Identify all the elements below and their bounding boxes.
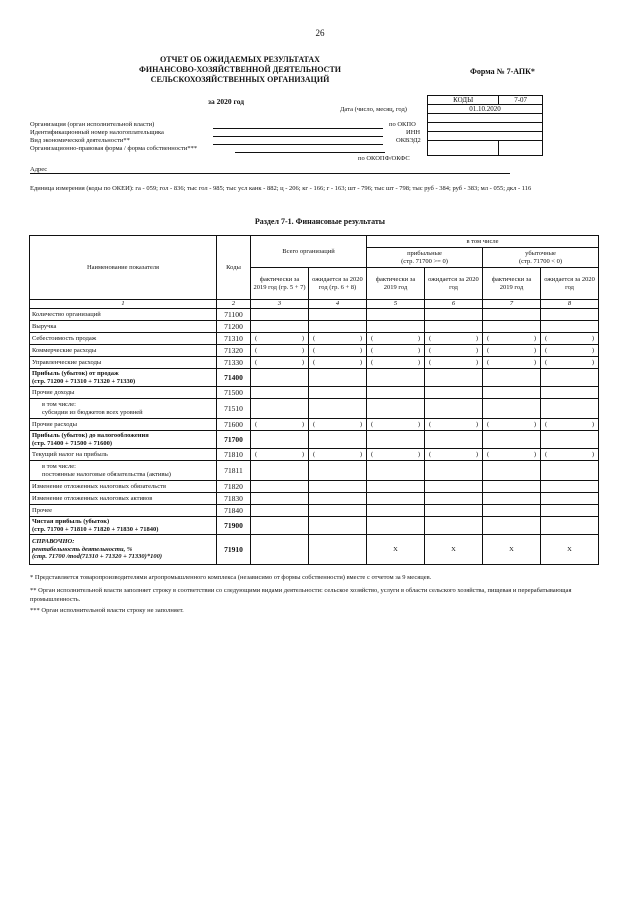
row-name-line: субсидии из бюджетов всех уровней <box>42 408 143 416</box>
value-cell[interactable] <box>425 493 483 505</box>
address-line <box>30 173 510 174</box>
table-row <box>30 481 599 493</box>
col-number: 1 <box>30 300 217 309</box>
okopf-label: Организационно-правовая форма / форма собственности*** <box>30 145 198 152</box>
value-cell[interactable]: ( ) <box>541 449 599 461</box>
value-cell[interactable] <box>483 321 541 333</box>
value-cell[interactable] <box>425 387 483 399</box>
inn-cell <box>428 123 543 132</box>
form-code: 7-07 <box>499 96 543 105</box>
value-cell[interactable] <box>251 535 309 565</box>
value-cell[interactable] <box>483 399 541 419</box>
row-name-line: Прочие доходы <box>32 388 75 396</box>
table-row <box>30 461 599 481</box>
value-cell[interactable]: ( ) <box>309 345 367 357</box>
row-name-line: (стр. 71200 + 71310 + 71320 + 71330) <box>32 377 136 385</box>
value-cell[interactable] <box>367 517 425 535</box>
okpo-cell <box>428 114 543 123</box>
value-cell[interactable]: ( ) <box>367 419 425 431</box>
page-number: 26 <box>315 28 325 38</box>
okpo-label: по ОКПО <box>389 121 416 128</box>
col-code-header: Коды <box>217 236 251 300</box>
table-row <box>30 369 599 387</box>
row-code: 71830 <box>217 493 251 505</box>
sub-prof-fact: фактически за 2019 год <box>367 268 425 300</box>
value-cell[interactable] <box>541 481 599 493</box>
row-code: 71330 <box>217 357 251 369</box>
codes-table <box>427 95 543 156</box>
row-name-line: постоянные налоговые обязательства (активы) <box>42 470 171 478</box>
value-cell[interactable] <box>251 387 309 399</box>
row-name-line: (стр. 71400 + 71500 + 71600) <box>32 439 113 447</box>
form-label: Форма № 7-АПК* <box>470 67 535 76</box>
okved-code-label: ОКВЭД2 <box>396 137 421 144</box>
sub-unprof-fact: фактически за 2019 год <box>483 268 541 300</box>
footnote-1: * Представляется товаропроизводителями агропромышленного комплекса (независимо от формы собственности) вместе с отчетом за 9 месяцев. <box>30 574 432 581</box>
value-cell[interactable] <box>425 321 483 333</box>
row-code: 71500 <box>217 387 251 399</box>
value-cell[interactable] <box>483 493 541 505</box>
value-cell[interactable] <box>425 505 483 517</box>
row-code: 71811 <box>217 461 251 481</box>
value-cell[interactable] <box>309 505 367 517</box>
value-cell[interactable] <box>367 321 425 333</box>
col-number: 2 <box>217 300 251 309</box>
financial-results-table <box>29 235 599 565</box>
table-row <box>30 535 599 565</box>
value-cell[interactable] <box>309 517 367 535</box>
value-cell[interactable]: ( ) <box>541 345 599 357</box>
row-name-line: (стр. 71700 /mod(71310 + 71320 + 71330)*100) <box>32 553 162 561</box>
value-cell[interactable]: ( ) <box>541 333 599 345</box>
value-cell[interactable] <box>367 493 425 505</box>
row-name <box>30 461 217 481</box>
sub-all-exp: ожидается за 2020 год (гр. 6 + 8) <box>309 268 367 300</box>
table-row <box>30 399 599 419</box>
value-cell[interactable]: ( ) <box>483 449 541 461</box>
row-name-line: СПРАВОЧНО: <box>32 538 75 546</box>
value-cell[interactable] <box>309 431 367 449</box>
value-cell[interactable] <box>425 461 483 481</box>
value-cell[interactable] <box>309 535 367 565</box>
row-code: 71100 <box>217 309 251 321</box>
value-cell[interactable] <box>367 505 425 517</box>
units-text: Единица измерения (коды по ОКЕИ): га - 059; гол - 836; тыс гол - 985; тыс усл канк - 882; ц - 206; кг - 166; г - 163; шт - 796; тыс шт - 798; тыс руб - 384; руб - 383; мл - 055; дкл - 116 <box>30 185 532 192</box>
row-code: 71810 <box>217 449 251 461</box>
table-row <box>30 449 599 461</box>
value-cell[interactable]: X <box>367 535 425 565</box>
value-cell[interactable] <box>367 369 425 387</box>
value-cell[interactable] <box>251 399 309 419</box>
value-cell[interactable]: ( ) <box>483 419 541 431</box>
value-cell[interactable] <box>483 505 541 517</box>
inn-code-label: ИНН <box>406 129 421 136</box>
inn-line <box>213 136 383 137</box>
date-label: Дата (число, месяц, год) <box>340 106 407 113</box>
value-cell[interactable]: ( ) <box>309 419 367 431</box>
table-row <box>30 419 599 431</box>
col-number: 3 <box>251 300 309 309</box>
value-cell[interactable]: X <box>483 535 541 565</box>
row-name-line: Управленческие расходы <box>32 358 102 366</box>
row-code: 71910 <box>217 535 251 565</box>
col-number: 4 <box>309 300 367 309</box>
row-name-line: Прибыль (убыток) от продаж <box>32 370 119 377</box>
value-cell[interactable] <box>483 461 541 481</box>
row-name-line: Чистая прибыль (убыток) <box>32 518 110 525</box>
value-cell[interactable] <box>251 321 309 333</box>
table-row <box>30 309 599 321</box>
value-cell[interactable]: ( ) <box>425 345 483 357</box>
col-number: 7 <box>483 300 541 309</box>
row-code: 71200 <box>217 321 251 333</box>
value-cell[interactable] <box>251 369 309 387</box>
all-orgs-header: Всего организаций <box>251 236 367 268</box>
row-name <box>30 321 217 333</box>
table-row <box>30 493 599 505</box>
value-cell[interactable] <box>367 431 425 449</box>
value-cell[interactable] <box>541 517 599 535</box>
title-line: ФИНАНСОВО-ХОЗЯЙСТВЕННОЙ ДЕЯТЕЛЬНОСТИ <box>138 65 342 74</box>
including-header: в том числе <box>367 236 599 248</box>
row-code: 71320 <box>217 345 251 357</box>
value-cell[interactable] <box>309 387 367 399</box>
value-cell[interactable]: ( ) <box>309 357 367 369</box>
value-cell[interactable] <box>483 517 541 535</box>
sub-unprof-exp: ожидается за 2020 год <box>541 268 599 300</box>
value-cell[interactable]: ( ) <box>251 345 309 357</box>
value-cell[interactable]: ( ) <box>251 449 309 461</box>
row-name <box>30 369 217 387</box>
value-cell[interactable] <box>541 431 599 449</box>
footnote-3: *** Орган исполнительной власти строку не заполняет. <box>30 607 184 614</box>
value-cell[interactable] <box>483 309 541 321</box>
okopf-cell <box>428 141 499 156</box>
row-name-line: Изменение отложенных налоговых активов <box>32 494 153 502</box>
table-body <box>30 309 599 565</box>
row-code: 71840 <box>217 505 251 517</box>
table-row <box>30 357 599 369</box>
row-name <box>30 505 217 517</box>
row-name <box>30 357 217 369</box>
value-cell[interactable] <box>309 481 367 493</box>
okved-line <box>213 144 383 145</box>
table-row <box>30 333 599 345</box>
table-row <box>30 321 599 333</box>
col-number: 6 <box>425 300 483 309</box>
value-cell[interactable] <box>251 461 309 481</box>
value-cell[interactable] <box>251 481 309 493</box>
value-cell[interactable] <box>541 321 599 333</box>
value-cell[interactable] <box>483 369 541 387</box>
unprofitable-header: убыточные (стр. 71700 < 0) <box>483 248 599 268</box>
value-cell[interactable] <box>251 493 309 505</box>
address-label: Адрес <box>30 166 48 173</box>
footnote-2: ** Орган исполнительной власти заполняет строку в соответствии со следующими видами деятельности: сельское хозяйство, услуги в области сельского хозяйства, пищевая и перерабатывающая промышленность. <box>30 587 572 603</box>
value-cell[interactable]: ( ) <box>251 419 309 431</box>
value-cell[interactable] <box>425 431 483 449</box>
col-number: 8 <box>541 300 599 309</box>
value-cell[interactable]: ( ) <box>483 345 541 357</box>
table-row <box>30 431 599 449</box>
row-code: 71600 <box>217 419 251 431</box>
value-cell[interactable] <box>309 321 367 333</box>
row-name-line: Прочее <box>32 506 53 514</box>
value-cell[interactable]: X <box>541 535 599 565</box>
value-cell[interactable] <box>425 481 483 493</box>
row-name-line: Коммерческие расходы <box>32 346 97 354</box>
col-number: 5 <box>367 300 425 309</box>
value-cell[interactable] <box>483 387 541 399</box>
okfs-cell <box>499 141 543 156</box>
section-title: Раздел 7-1. Финансовые результаты <box>254 217 386 226</box>
row-name-line: рентабельность деятельности, % <box>32 545 133 553</box>
row-name <box>30 493 217 505</box>
row-name-line: в том числе: <box>42 463 76 470</box>
row-code: 71900 <box>217 517 251 535</box>
value-cell[interactable] <box>367 387 425 399</box>
row-name-line: Текущий налог на прибыль <box>32 450 108 458</box>
row-name-line: Прочие расходы <box>32 420 77 428</box>
value-cell[interactable]: ( ) <box>251 357 309 369</box>
value-cell[interactable] <box>251 517 309 535</box>
row-name <box>30 481 217 493</box>
value-cell[interactable] <box>425 369 483 387</box>
value-cell[interactable]: ( ) <box>425 333 483 345</box>
value-cell[interactable] <box>309 369 367 387</box>
okopf-line <box>235 152 385 153</box>
year-label: за 2020 год <box>208 97 245 106</box>
col-name-header: Наименование показателя <box>30 236 217 300</box>
row-code: 71510 <box>217 399 251 419</box>
value-cell[interactable] <box>367 481 425 493</box>
table-row <box>30 505 599 517</box>
profitable-header: прибыльные (стр. 71700 >= 0) <box>367 248 483 268</box>
value-cell[interactable]: ( ) <box>367 449 425 461</box>
value-cell[interactable] <box>425 517 483 535</box>
okopf-code-label: по ОКОПФ/ОКФС <box>358 155 410 162</box>
value-cell[interactable]: ( ) <box>367 357 425 369</box>
date-value: 01.10.2020 <box>428 105 543 114</box>
row-name-line: Количество организаций <box>32 310 101 318</box>
value-cell[interactable] <box>541 309 599 321</box>
value-cell[interactable] <box>251 431 309 449</box>
row-name-line: Себестоимость продаж <box>32 334 97 342</box>
title-line: ОТЧЕТ ОБ ОЖИДАЕМЫХ РЕЗУЛЬТАТАХ <box>160 55 320 64</box>
value-cell[interactable]: ( ) <box>367 333 425 345</box>
value-cell[interactable]: ( ) <box>425 419 483 431</box>
org-label: Организация (орган исполнительной власти) <box>30 121 155 128</box>
value-cell[interactable] <box>541 387 599 399</box>
sub-prof-exp: ожидается за 2020 год <box>425 268 483 300</box>
value-cell[interactable] <box>541 461 599 481</box>
value-cell[interactable]: ( ) <box>425 449 483 461</box>
value-cell[interactable] <box>541 399 599 419</box>
row-name <box>30 419 217 431</box>
row-name-line: (стр. 71700 + 71810 + 71820 + 71830 + 71840) <box>32 525 159 533</box>
row-name <box>30 333 217 345</box>
row-name <box>30 431 217 449</box>
row-name-line: в том числе: <box>42 401 76 408</box>
row-name <box>30 535 217 565</box>
table-row <box>30 517 599 535</box>
value-cell[interactable]: ( ) <box>541 419 599 431</box>
value-cell[interactable] <box>367 399 425 419</box>
value-cell[interactable]: ( ) <box>309 333 367 345</box>
table-row <box>30 387 599 399</box>
row-name <box>30 517 217 535</box>
value-cell[interactable] <box>251 309 309 321</box>
codes-header: КОДЫ <box>428 96 499 105</box>
row-name-line: Изменение отложенных налоговых обязательств <box>32 482 167 490</box>
value-cell[interactable] <box>309 493 367 505</box>
value-cell[interactable] <box>425 399 483 419</box>
value-cell[interactable] <box>541 369 599 387</box>
okved-cell <box>428 132 543 141</box>
value-cell[interactable]: ( ) <box>251 333 309 345</box>
row-code: 71310 <box>217 333 251 345</box>
value-cell[interactable] <box>425 309 483 321</box>
title-line: СЕЛЬСКОХОЗЯЙСТВЕННЫХ ОРГАНИЗАЦИЙ <box>150 75 330 84</box>
value-cell[interactable]: ( ) <box>309 449 367 461</box>
value-cell[interactable] <box>251 505 309 517</box>
row-name-line: Выручка <box>32 322 57 330</box>
value-cell[interactable]: ( ) <box>425 357 483 369</box>
value-cell[interactable] <box>309 461 367 481</box>
row-code: 71700 <box>217 431 251 449</box>
row-code: 71820 <box>217 481 251 493</box>
row-name <box>30 387 217 399</box>
sub-all-fact: фактически за 2019 год (гр. 5 + 7) <box>251 268 309 300</box>
value-cell[interactable] <box>367 461 425 481</box>
inn-label: Идентификационный номер налогоплательщика <box>30 129 164 136</box>
row-name-line: Прибыль (убыток) до налогообложения <box>32 432 149 439</box>
row-name <box>30 345 217 357</box>
value-cell[interactable] <box>541 505 599 517</box>
value-cell[interactable]: X <box>425 535 483 565</box>
value-cell[interactable] <box>541 493 599 505</box>
value-cell[interactable] <box>309 399 367 419</box>
value-cell[interactable] <box>367 309 425 321</box>
org-line <box>213 128 383 129</box>
value-cell[interactable] <box>483 431 541 449</box>
report-title <box>110 55 370 85</box>
row-code: 71400 <box>217 369 251 387</box>
value-cell[interactable] <box>483 481 541 493</box>
okved-label: Вид экономической деятельности** <box>30 137 130 144</box>
table-row <box>30 345 599 357</box>
value-cell[interactable]: ( ) <box>367 345 425 357</box>
value-cell[interactable]: ( ) <box>483 333 541 345</box>
value-cell[interactable] <box>309 309 367 321</box>
value-cell[interactable]: ( ) <box>483 357 541 369</box>
row-name <box>30 449 217 461</box>
row-name <box>30 399 217 419</box>
row-name <box>30 309 217 321</box>
value-cell[interactable]: ( ) <box>541 357 599 369</box>
